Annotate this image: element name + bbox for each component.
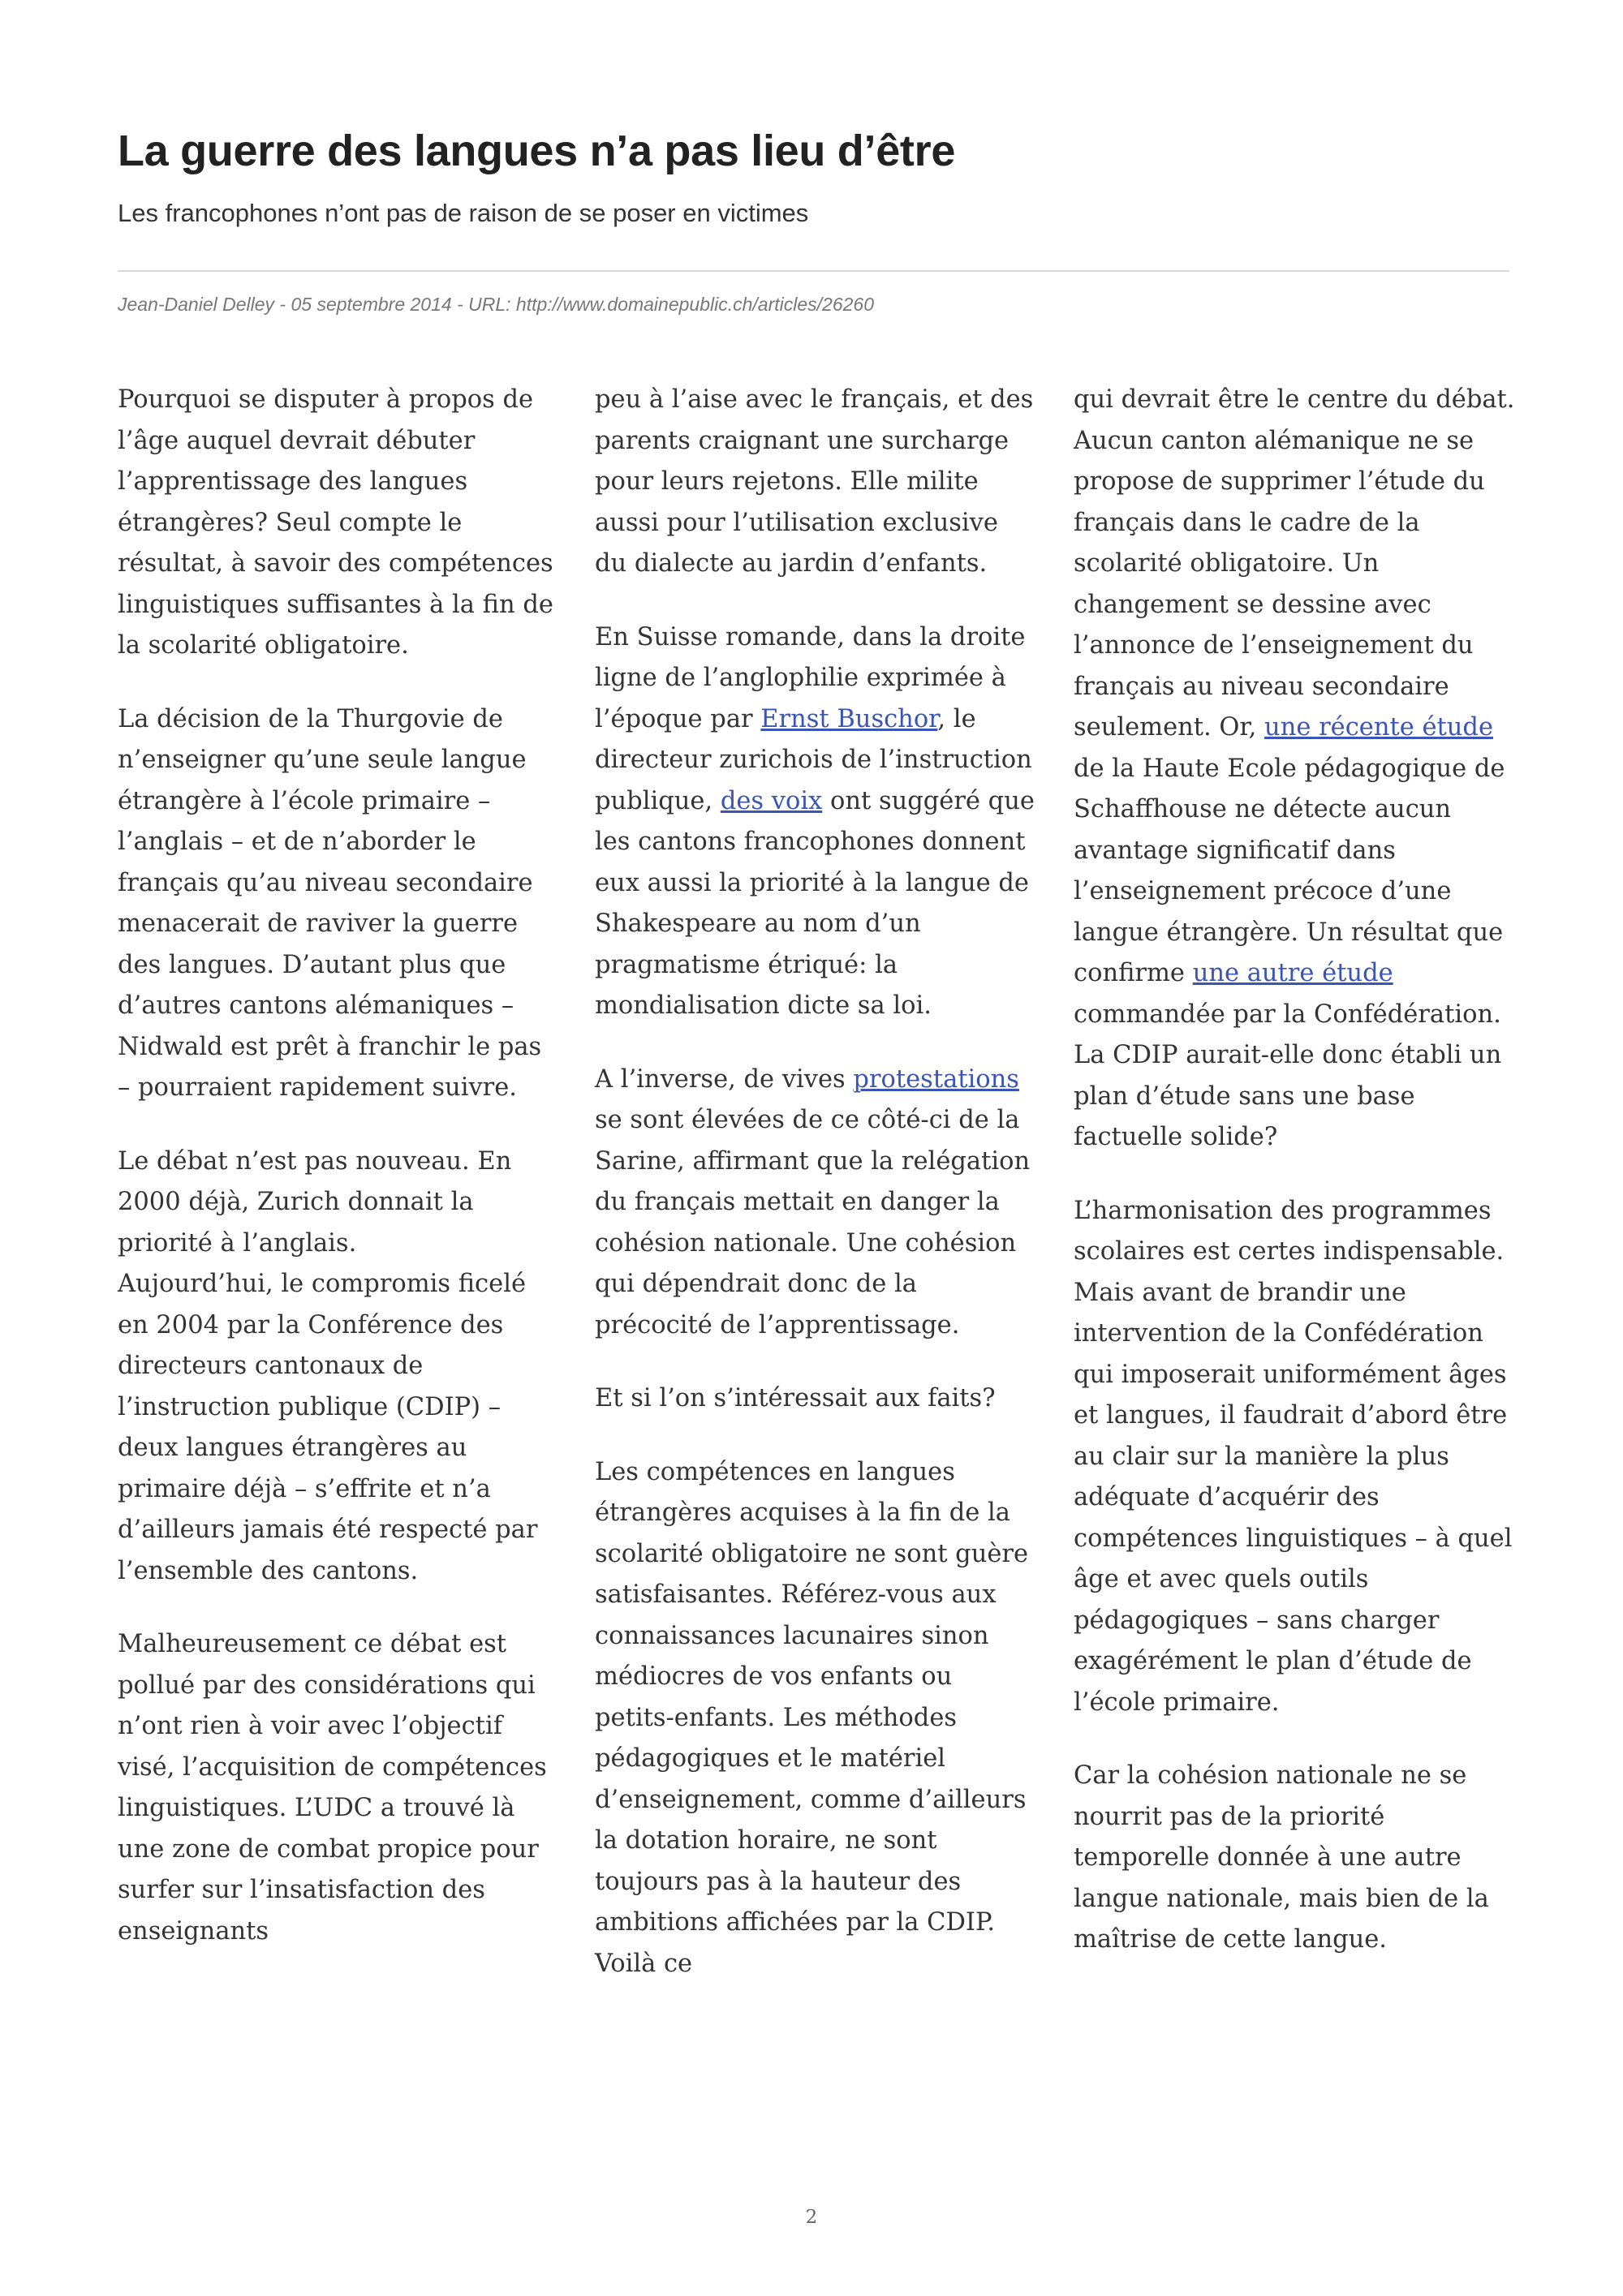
paragraph-text: A l’inverse, de vives xyxy=(595,1064,854,1094)
page-number: 2 xyxy=(805,2207,818,2228)
paragraph: Aujourd’hui, le compromis ficelé en 2004 par la Conférence des directeurs cantonaux de l’instruction publique (CDIP) – deux langues étrangères au primaire déjà – s’effrite et n’a d’ailleurs jamais été respecté par l’ensemble des cantons. xyxy=(118,1270,538,1585)
link-ernst-buschor[interactable]: Ernst Buschor xyxy=(760,704,938,733)
paragraph: Pourquoi se disputer à propos de l’âge auquel devrait débuter l’apprentissage des langues étrangères? Seul compte le résultat, à savoir des compétences linguistiques suffisantes à la fin de la scolarité obligatoire. xyxy=(118,385,553,660)
paragraph: Les compétences en langues étrangères acquises à la fin de la scolarité obligatoire ne sont guère satisfaisantes. Référez-vous aux connaissances lacunaires sinon médiocres de vos enfants ou petits-enfants. Les méthodes pédagogiques et le matériel d’enseignement, comme d’ailleurs la dotation horaire, ne sont toujours pas à la hauteur des ambitions affichées par la CDIP. Voilà ce xyxy=(595,1457,1029,1978)
link-une-recente-etude[interactable]: une récente étude xyxy=(1264,713,1494,742)
link-protestations[interactable]: protestations xyxy=(853,1064,1019,1094)
text-column-2 xyxy=(595,380,1037,1984)
paragraph: peu à l’aise avec le français, et des parents craignant une surcharge pour leurs rejetons. Elle milite aussi pour l’utilisation exclusive du dialecte au jardin d’enfants. xyxy=(595,385,1034,578)
paragraph xyxy=(595,1060,1037,1347)
text-column-3 xyxy=(1074,380,1516,1961)
paragraph-text: de la Haute Ecole pédagogique de Schaffhouse ne détecte aucun avantage significatif dans l’enseignement précoce d’une langue étrangère. Un résultat que confirme xyxy=(1074,754,1505,987)
link-une-autre-etude[interactable]: une autre étude xyxy=(1192,959,1393,987)
paragraph-text: ont suggéré que les cantons francophones donnent eux aussi la priorité à la langue de Shakespeare au nom d’un pragmatisme étriqué: la mondialisation dicte sa loi. xyxy=(595,786,1035,1020)
paragraph: L’harmonisation des programmes scolaires est certes indispensable. Mais avant de brandir une intervention de la Confédération qui imposerait uniformément âges et langues, il faudrait d’abord être au clair sur la manière la plus adéquate d’acquérir des compétences linguistiques – à quel âge et avec quels outils pédagogiques – sans charger exagérément le plan d’étude de l’école primaire. xyxy=(1074,1196,1513,1717)
paragraph: qui devrait être le centre du débat. xyxy=(1074,385,1515,414)
paragraph-text: commandée par la Confédération. La CDIP aurait-elle donc établi un plan d’étude sans une base factuelle solide? xyxy=(1074,1000,1502,1151)
article-meta: Jean-Daniel Delley - 05 septembre 2014 - URL: http://www.domainepublic.ch/articles/26260 xyxy=(118,294,874,315)
text-column-1 xyxy=(118,380,560,1952)
paragraph-text: Aucun canton alémanique ne se propose de supprimer l’étude du français dans le cadre de la scolarité obligatoire. Un changement se dessine avec l’annonce de l’enseignement du français au niveau secondaire seulement. Or, xyxy=(1074,426,1485,742)
paragraph-text: En Suisse romande, dans la droite ligne de l’anglophilie exprimée à l’époque par xyxy=(595,622,1026,733)
paragraph xyxy=(1074,421,1516,1159)
article-subtitle: Les francophones n’ont pas de raison de se poser en victimes xyxy=(118,199,809,227)
article-title: La guerre des langues n’a pas lieu d’être xyxy=(118,127,956,175)
paragraph: Et si l’on s’intéressait aux faits? xyxy=(595,1384,996,1412)
paragraph: Le débat n’est pas nouveau. En 2000 déjà, Zurich donnait la priorité à l’anglais. xyxy=(118,1146,512,1258)
paragraph-text: se sont élevées de ce côté-ci de la Sarine, affirmant que la relégation du français mettait en danger la cohésion nationale. Une cohésion qui dépendrait donc de la précocité de l’apprentissage. xyxy=(595,1106,1031,1339)
header-divider xyxy=(118,270,1509,272)
paragraph-text: , le directeur zurichois de l’instruction publique, xyxy=(595,704,1032,815)
paragraph: Malheureusement ce débat est pollué par des considérations qui n’ont rien à voir avec l’objectif visé, l’acquisition de compétences linguistiques. L’UDC a trouvé là une zone de combat propice pour surfer sur l’insatisfaction des enseignants xyxy=(118,1630,547,1946)
paragraph: Car la cohésion nationale ne se nourrit pas de la priorité temporelle donnée à une autre langue nationale, mais bien de la maîtrise de cette langue. xyxy=(1074,1761,1489,1954)
paragraph: La décision de la Thurgovie de n’enseigner qu’une seule langue étrangère à l’école primaire – l’anglais – et de n’aborder le français qu’au niveau secondaire menacerait de raviver la guerre des langues. D’autant plus que d’autres cantons alémaniques – Nidwald est prêt à franchir le pas – pourraient rapidement suivre. xyxy=(118,704,542,1102)
paragraph xyxy=(595,617,1037,1027)
link-des-voix[interactable]: des voix xyxy=(720,786,823,815)
